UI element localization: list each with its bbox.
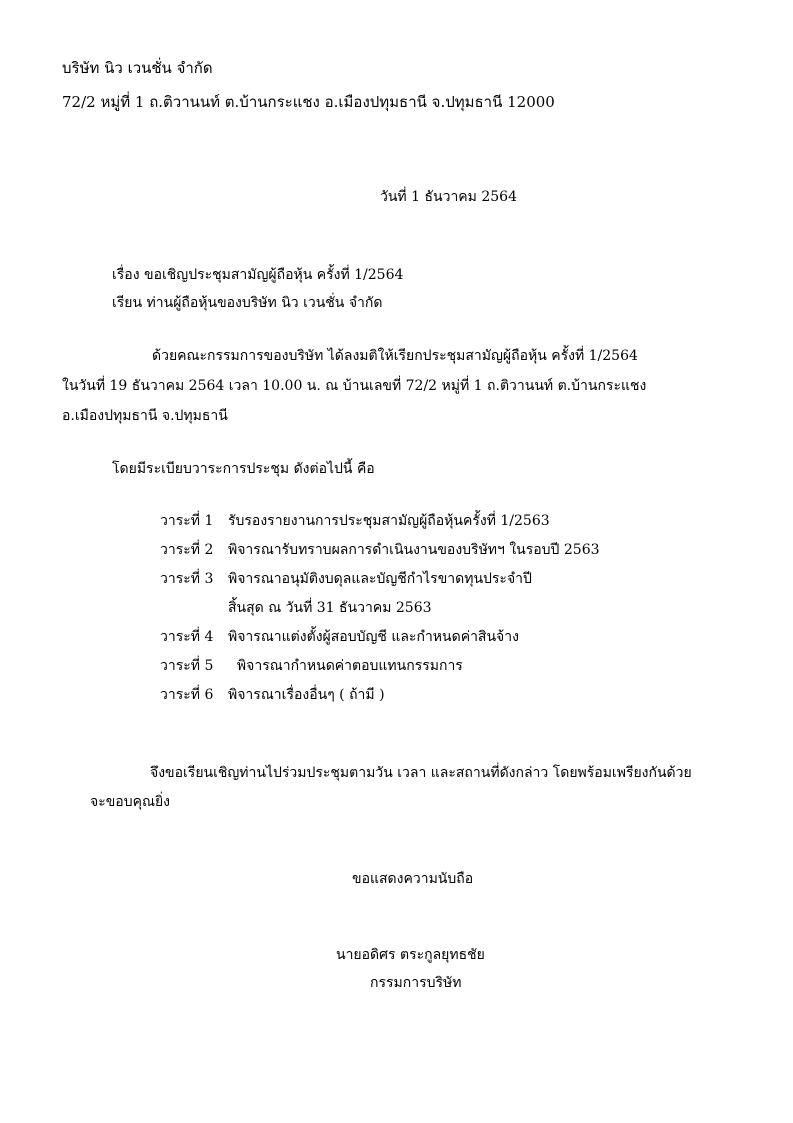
body-paragraph-line-2: ในวันที่ 19 ธันวาคม 2564 เวลา 10.00 น. ณ บ้านเลขที่ 72/2 หมู่ที่ 1 ถ.ติวานนท์ ต.บ้านกระแชง [62, 378, 647, 394]
agenda-text: พิจารณาเรื่องอื่นๆ ( ถ้ามี ) [228, 687, 385, 703]
sign-off: ขอแสดงความนับถือ [352, 871, 474, 887]
agenda-number: วาระที่ 3 [160, 571, 214, 587]
signer-name: นายอดิศร ตระกูลยุทธชัย [336, 947, 485, 963]
agenda-number: วาระที่ 5 [160, 658, 214, 674]
body-paragraph-line-1: ด้วยคณะกรรมการของบริษัท ได้ลงมติให้เรียกประชุมสามัญผู้ถือหุ้น ครั้งที่ 1/2564 [152, 348, 638, 364]
company-name: บริษัท นิว เวนชั่น จำกัด [62, 59, 213, 77]
closing-line-1: จึงขอเรียนเชิญท่านไปร่วมประชุมตามวัน เวลา และสถานที่ดังกล่าว โดยพร้อมเพรียงกันด้วย [150, 765, 692, 781]
agenda-text: พิจารณากำหนดค่าตอบแทนกรรมการ [228, 658, 463, 674]
signer-title: กรรมการบริษัท [370, 975, 462, 991]
closing-line-2: จะขอบคุณยิ่ง [90, 794, 170, 810]
agenda-intro: โดยมีระเบียบวาระการประชุม ดังต่อไปนี้ คือ [112, 461, 375, 477]
agenda-text: พิจารณาแต่งตั้งผู้สอบบัญชี และกำหนดค่าสินจ้าง [228, 629, 519, 645]
agenda-text: พิจารณารับทราบผลการดำเนินงานของบริษัทฯ ในรอบปี 2563 [228, 542, 600, 558]
body-paragraph-line-3: อ.เมืองปทุมธานี จ.ปทุมธานี [62, 408, 228, 424]
agenda-text-continuation: สิ้นสุด ณ วันที่ 31 ธันวาคม 2563 [228, 600, 432, 616]
agenda-text: รับรองรายงานการประชุมสามัญผู้ถือหุ้นครั้งที่ 1/2563 [228, 513, 550, 529]
letter-subject: เรื่อง ขอเชิญประชุมสามัญผู้ถือหุ้น ครั้งที่ 1/2564 [112, 267, 404, 283]
letter-recipient: เรียน ท่านผู้ถือหุ้นของบริษัท นิว เวนชั่น จำกัด [112, 295, 383, 311]
agenda-number: วาระที่ 4 [160, 629, 214, 645]
company-address: 72/2 หมู่ที่ 1 ถ.ติวานนท์ ต.บ้านกระแชง อ.เมืองปทุมธานี จ.ปทุมธานี 12000 [62, 93, 555, 111]
letter-date: วันที่ 1 ธันวาคม 2564 [380, 189, 517, 205]
agenda-number: วาระที่ 1 [160, 513, 214, 529]
agenda-number: วาระที่ 6 [160, 687, 214, 703]
agenda-text: พิจารณาอนุมัติงบดุลและบัญชีกำไรขาดทุนประจำปี [228, 571, 532, 587]
agenda-number: วาระที่ 2 [160, 542, 214, 558]
